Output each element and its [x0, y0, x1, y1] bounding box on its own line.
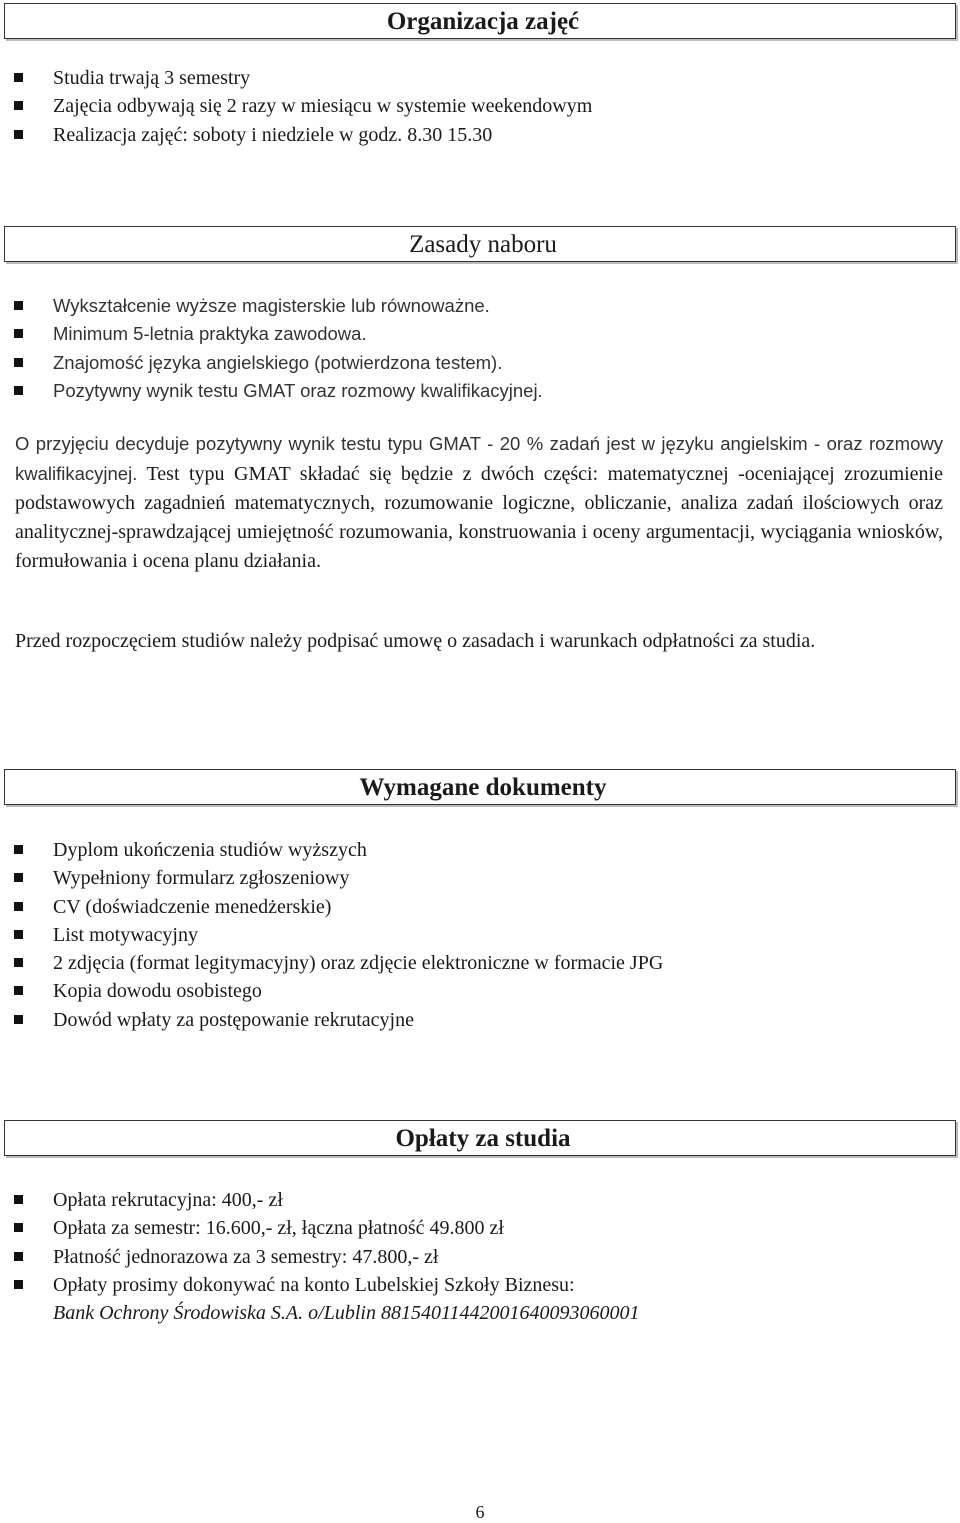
- list-item: Minimum 5-letnia praktyka zawodowa.: [14, 320, 543, 348]
- bullet-square-icon: [14, 930, 23, 939]
- list-item: Studia trwają 3 semestry: [14, 64, 592, 92]
- list-item: Wykształcenie wyższe magisterskie lub równoważne.: [14, 292, 543, 320]
- bullet-square-icon: [14, 986, 23, 995]
- bullet-square-icon: [14, 1252, 23, 1261]
- oplaty-list: [14, 1186, 639, 1327]
- list-item: Dowód wpłaty za postępowanie rekrutacyjne: [14, 1006, 663, 1034]
- bullet-square-icon: [14, 130, 23, 139]
- bullet-square-icon: [14, 1195, 23, 1204]
- list-item: Znajomość języka angielskiego (potwierdzona testem).: [14, 349, 543, 377]
- list-item: Realizacja zajęć: soboty i niedziele w godz. 8.30 15.30: [14, 121, 592, 149]
- list-item: Opłata za semestr: 16.600,- zł, łączna płatność 49.800 zł: [14, 1214, 639, 1242]
- list-item: Pozytywny wynik testu GMAT oraz rozmowy kwalifikacyjnej.: [14, 377, 543, 405]
- list-item: [14, 1299, 639, 1327]
- bullet-square-icon: [14, 958, 23, 967]
- bullet-square-icon: [14, 1015, 23, 1024]
- bullet-square-icon: [14, 1223, 23, 1232]
- section-header-oplaty: Opłaty za studia: [4, 1120, 956, 1156]
- bullet-square-icon: [14, 101, 23, 110]
- bullet-square-icon: [14, 902, 23, 911]
- bullet-square-icon: [14, 386, 23, 395]
- organizacja-list: [14, 64, 592, 149]
- list-item: Płatność jednorazowa za 3 semestry: 47.800,- zł: [14, 1243, 639, 1271]
- list-item: Dyplom ukończenia studiów wyższych: [14, 836, 663, 864]
- zasady-list: [14, 292, 543, 405]
- umowa-paragraph: Przed rozpoczęciem studiów należy podpisać umowę o zasadach i warunkach odpłatności za studia.: [15, 630, 816, 652]
- section-header-dokumenty: Wymagane dokumenty: [4, 769, 956, 805]
- bullet-square-icon: [14, 873, 23, 882]
- dokumenty-list: [14, 836, 663, 1034]
- bullet-square-icon: [14, 301, 23, 310]
- bullet-square-icon: [14, 1280, 23, 1289]
- list-item: 2 zdjęcia (format legitymacyjny) oraz zdjęcie elektroniczne w formacie JPG: [14, 949, 663, 977]
- list-item: List motywacyjny: [14, 921, 663, 949]
- list-item: CV (doświadczenie menedżerskie): [14, 893, 663, 921]
- bullet-square-icon: [14, 73, 23, 82]
- list-item: Opłata rekrutacyjna: 400,- zł: [14, 1186, 639, 1214]
- section-header-organizacja: Organizacja zajęć: [4, 3, 956, 39]
- bullet-square-icon: [14, 358, 23, 367]
- list-item: Wypełniony formularz zgłoszeniowy: [14, 864, 663, 892]
- page-number: 6: [475, 1502, 485, 1522]
- bullet-square-icon: [14, 845, 23, 854]
- list-item: Opłaty prosimy dokonywać na konto Lubelskiej Szkoły Biznesu:: [14, 1271, 639, 1299]
- zasady-paragraph: O przyjęciu decyduje pozytywny wynik testu typu GMAT - 20 % zadań jest w języku angielskim - oraz rozmowy kwalifikacyjnej. Test typu GMAT składać się będzie z dwóch części: matematycznej -oceniającej zrozumienie podstawowych zagadnień matematycznych, rozumowanie logiczne, obliczanie, analiza zadań ilościowych oraz analitycznej-sprawdzającej umiejętność rozumowania, konstruowania i oceny argumentacji, wyciągania wniosków, formułowania i ocena planu działania.: [15, 433, 943, 572]
- list-item: Kopia dowodu osobistego: [14, 977, 663, 1005]
- section-header-zasady: Zasady naboru: [4, 226, 956, 262]
- bullet-square-icon: [14, 329, 23, 338]
- bank-account: Bank Ochrony Środowiska S.A. o/Lublin 88154011442001640093060001: [53, 1302, 640, 1325]
- list-item: Zajęcia odbywają się 2 razy w miesiącu w systemie weekendowym: [14, 92, 592, 120]
